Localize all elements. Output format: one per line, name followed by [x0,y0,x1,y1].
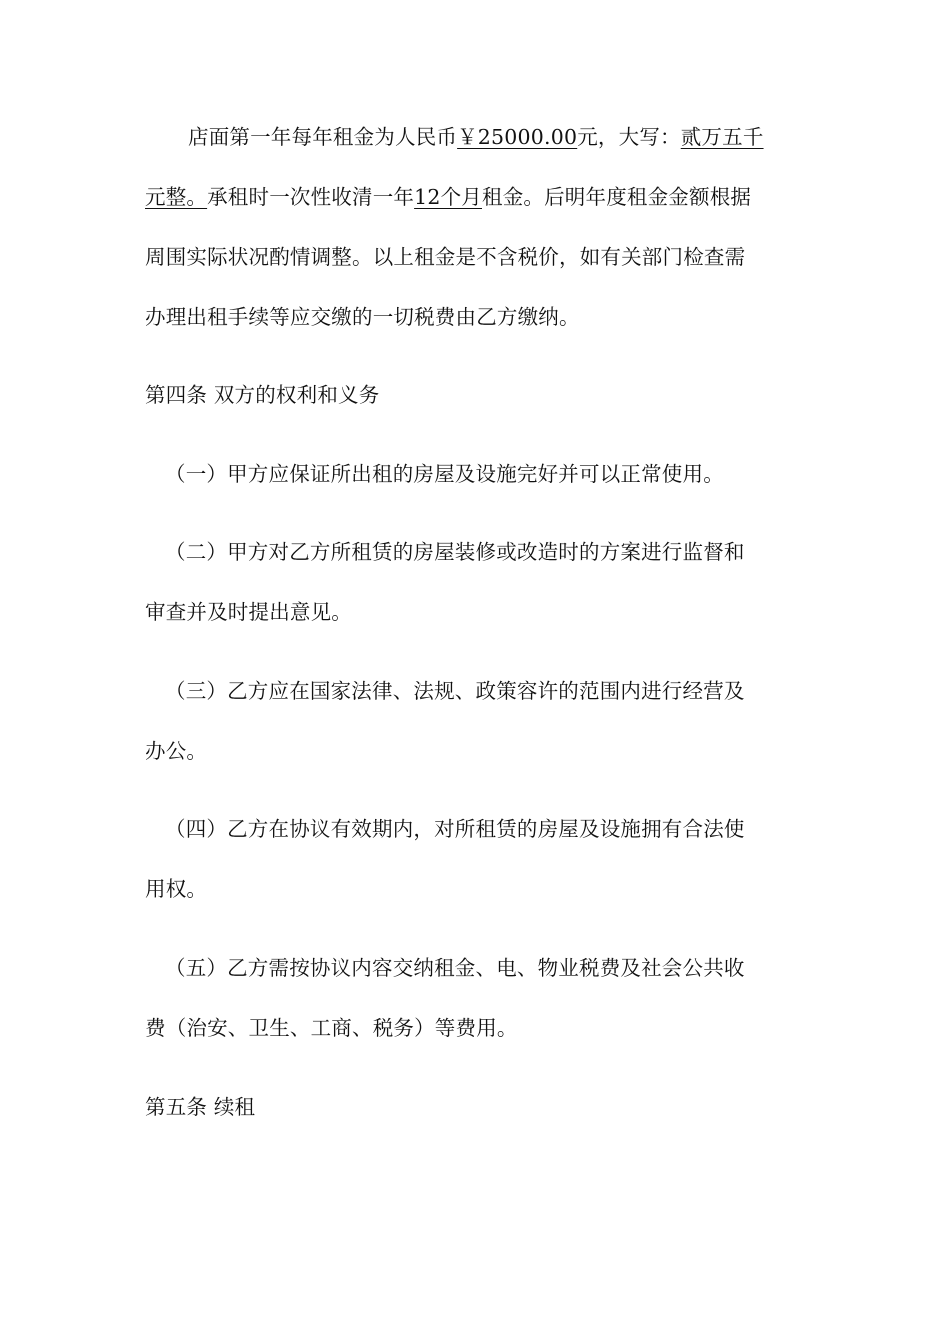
article-4-item-5-line-2: 费（治安、卫生、工商、税务）等费用。 [145,1016,518,1040]
rent-text: 承租时一次性收清一年 [207,185,415,209]
rent-amount-upper: 贰万五千 [680,125,764,149]
article-4-item-4-line-2: 用权。 [145,877,208,901]
article-5-heading: 第五条 续租 [145,1095,256,1119]
rent-line-4: 办理出租手续等应交缴的一切税费由乙方缴纳。 [145,305,580,329]
article-4-item-3-line-2: 办公。 [145,739,208,763]
rent-text: 店面第一年每年租金为人民币 [188,125,458,149]
rent-line-1 [188,123,764,151]
article-4-item-2-line-1: （二）甲方对乙方所租赁的房屋装修或改造时的方案进行监督和 [165,540,745,564]
rent-text: 元，大写： [577,125,681,149]
article-4-item-5-line-1: （五）乙方需按协议内容交纳租金、电、物业税费及社会公共收 [165,956,745,980]
rent-amount-upper: 元整。 [145,185,208,209]
article-4-item-1: （一）甲方应保证所出租的房屋及设施完好并可以正常使用。 [165,462,724,486]
article-4-item-2-line-2: 审查并及时提出意见。 [145,600,352,624]
rent-line-3: 周围实际状况酌情调整。以上租金是不含税价，如有关部门检查需 [145,245,746,269]
rent-line-2 [145,183,751,211]
article-4-item-4-line-1: （四）乙方在协议有效期内，对所租赁的房屋及设施拥有合法使 [165,817,745,841]
article-4-heading: 第四条 双方的权利和义务 [145,383,380,407]
article-4-item-3-line-1: （三）乙方应在国家法律、法规、政策容许的范围内进行经营及 [165,679,745,703]
rent-months: 12个月 [414,185,482,209]
rent-text: 租金。后明年度租金金额根据 [482,185,752,209]
rent-amount: ￥25000.00 [457,125,578,149]
